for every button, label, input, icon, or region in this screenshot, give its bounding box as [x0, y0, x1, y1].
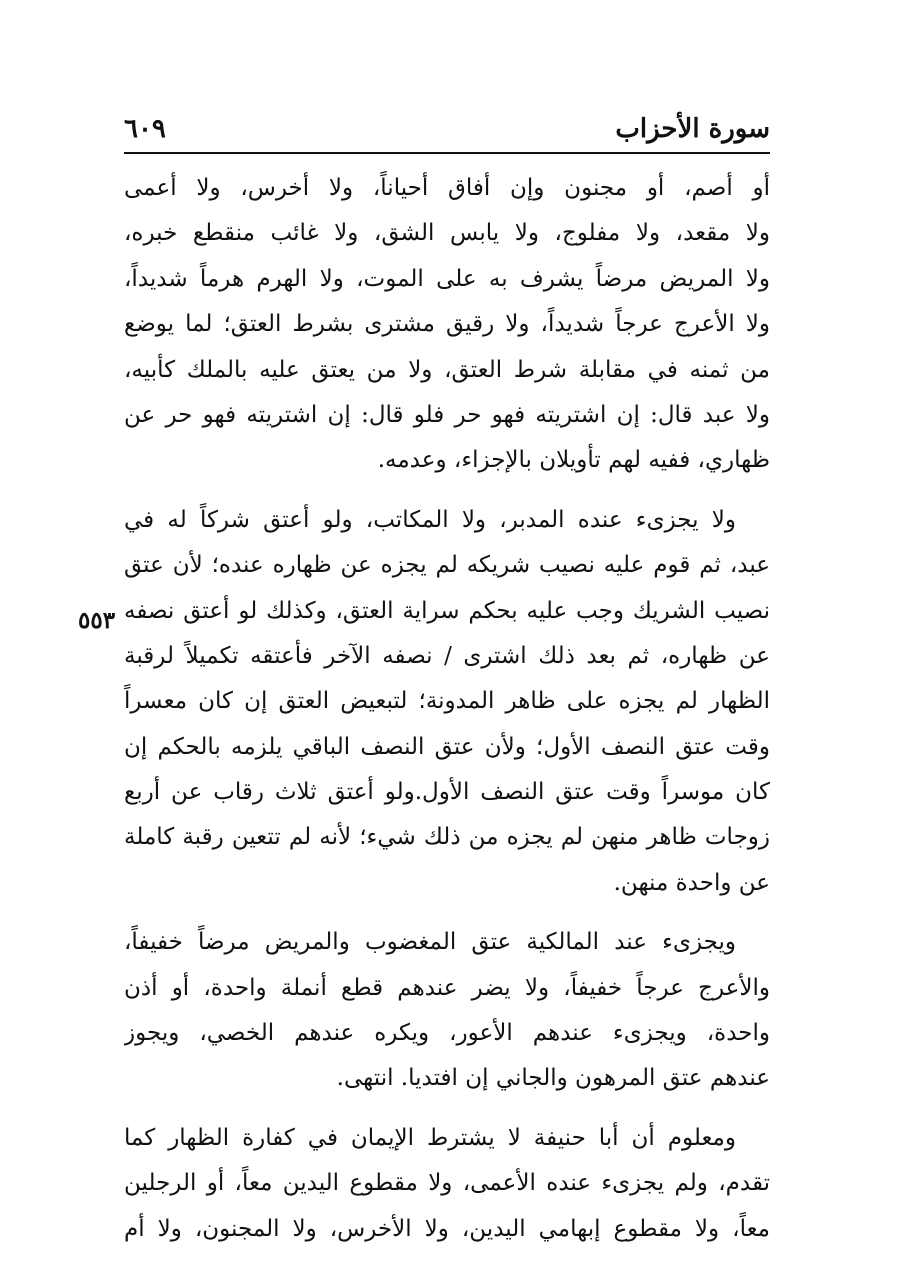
- text-line: الظهار لم يجزه على ظاهر المدونة؛ لتبعيض العتق إن كان معسراً: [124, 688, 770, 715]
- body-text: [124, 166, 770, 1266]
- text-line: ولا مقعد، ولا مفلوج، ولا يابس الشق، ولا غائب منقطع خبره،: [124, 220, 770, 247]
- margin-page-marker: ٥٥٣: [78, 607, 116, 634]
- text-line: كان موسراً وقت عتق النصف الأول.ولو أعتق ثلاث رقاب عن أربع: [124, 779, 770, 806]
- page-number: ٦٠٩: [124, 114, 166, 144]
- text-line: معاً، ولا مقطوع إبهامي اليدين، ولا الأخرس، ولا المجنون، ولا أم: [124, 1215, 770, 1242]
- text-line: عبد، ثم قوم عليه نصيب شريكه لم يجزه عن ظهاره عنده؛ لأن عتق: [124, 552, 770, 579]
- text-line: واحدة، ويجزىء عندهم الأعور، ويكره عندهم الخصي، ويجوز: [124, 1020, 770, 1047]
- text-line: عن ظهاره، ثم بعد ذلك اشترى / نصفه الآخر فأعتقه تكميلاً لرقبة: [124, 642, 770, 669]
- page-header: [124, 112, 770, 154]
- text-line: من ثمنه في مقابلة شرط العتق، ولا من يعتق عليه بالملك كأبيه،: [124, 356, 770, 383]
- text-line: ولا يجزىء عنده المدبر، ولا المكاتب، ولو أعتق شركاً له في: [124, 506, 736, 533]
- text-line: ولا عبد قال: إن اشتريته فهو حر فلو قال: إن اشتريته فهو حر عن: [124, 401, 770, 428]
- paragraph-4: [124, 1116, 770, 1252]
- paragraph-2: [124, 498, 770, 907]
- text-line: زوجات ظاهر منهن لم يجزه من ذلك شيء؛ لأنه لم تتعين رقبة كاملة: [124, 824, 770, 851]
- text-line: نصيب الشريك وجب عليه بحكم سراية العتق، وكذلك لو أعتق نصفه: [124, 597, 770, 624]
- text-line: ويجزىء عند المالكية عتق المغضوب والمريض مرضاً خفيفاً،: [124, 929, 736, 956]
- text-line: ومعلوم أن أبا حنيفة لا يشترط الإيمان في كفارة الظهار كما: [124, 1124, 736, 1151]
- text-line: عن واحدة منهن.: [613, 869, 770, 896]
- text-line: وقت عتق النصف الأول؛ ولأن عتق النصف الباقي يلزمه بالحكم إن: [124, 733, 770, 760]
- paragraph-3: [124, 920, 770, 1102]
- text-line: أو أصم، أو مجنون وإن أفاق أحياناً، ولا أخرس، ولا أعمى: [124, 175, 770, 201]
- paragraph-1: [124, 166, 770, 484]
- surah-title: سورة الأحزاب: [615, 114, 770, 144]
- text-line: والأعرج عرجاً خفيفاً، ولا يضر عندهم قطع أنملة واحدة، أو أذن: [124, 974, 770, 1001]
- text-line: ولا المريض مرضاً يشرف به على الموت، ولا الهرم هرماً شديداً،: [124, 265, 770, 292]
- text-line: تقدم، ولم يجزىء عنده الأعمى، ولا مقطوع اليدين معاً، أو الرجلين: [124, 1170, 770, 1197]
- text-line: ولا الأعرج عرجاً شديداً، ولا رقيق مشترى بشرط العتق؛ لما يوضع: [124, 311, 770, 338]
- text-line: ظهاري، ففيه لهم تأويلان بالإجزاء، وعدمه.: [377, 447, 770, 474]
- text-line: عندهم عتق المرهون والجاني إن افتديا. انتهى.: [336, 1065, 770, 1092]
